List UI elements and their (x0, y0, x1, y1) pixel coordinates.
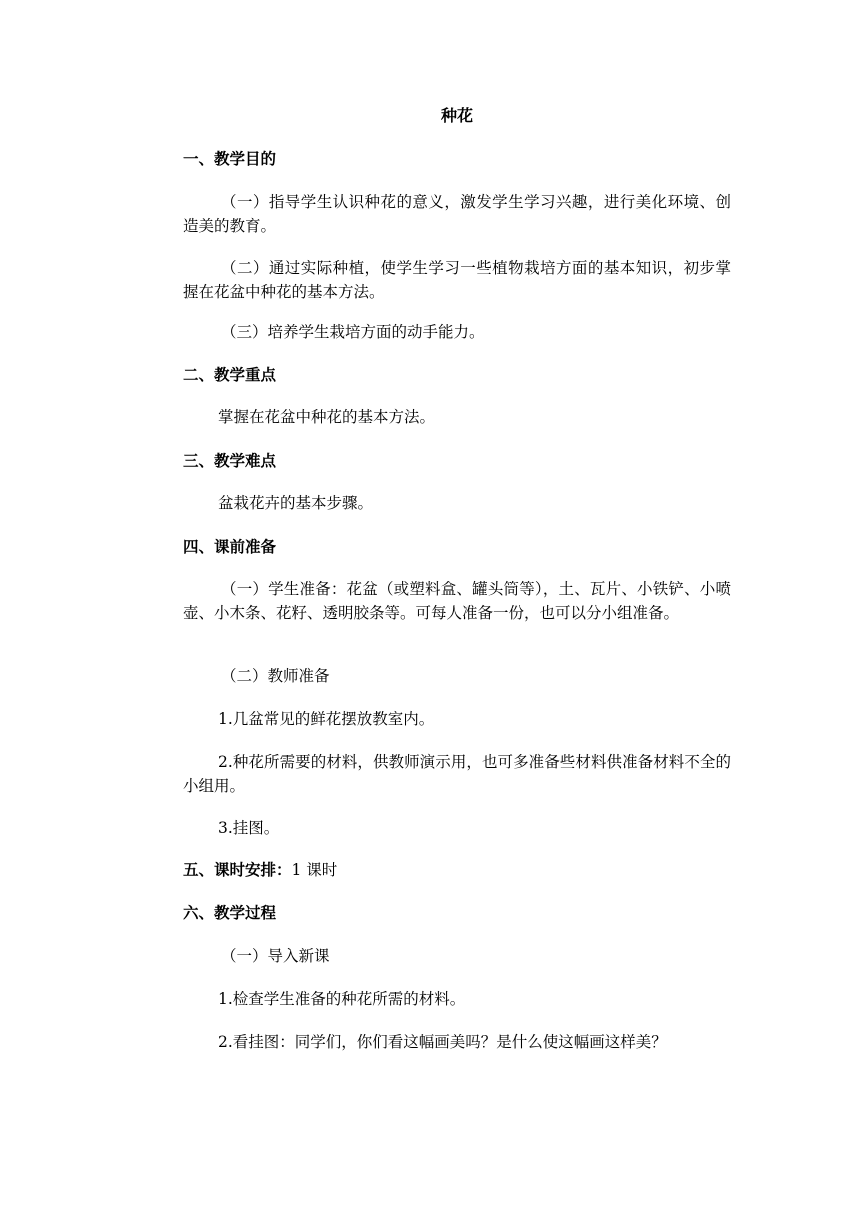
objective-paragraph-1: （一）指导学生认识种花的意义，激发学生学习兴趣，进行美化环境、创造美的教育。 (183, 193, 731, 235)
process-step-intro: （一）导入新课 (221, 947, 330, 965)
section-heading-objectives: 一、教学目的 (183, 150, 277, 168)
key-points-paragraph: 掌握在花盆中种花的基本方法。 (218, 408, 436, 426)
teacher-prep-item-1: 1.几盆常见的鲜花摆放教室内。 (218, 710, 435, 728)
teacher-prep-item-3: 3.挂图。 (218, 819, 280, 837)
section-heading-difficulties: 三、教学难点 (183, 452, 277, 470)
section-heading-preparation: 四、课前准备 (183, 538, 277, 556)
difficulties-paragraph: 盆栽花卉的基本步骤。 (218, 494, 374, 512)
objective-paragraph-2: （二）通过实际种植，使学生学习一些植物栽培方面的基本知识，初步掌握在花盆中种花的基本方法。 (183, 259, 731, 301)
schedule-label: 五、课时安排： (183, 861, 292, 879)
process-item-2: 2.看挂图：同学们，你们看这幅画美吗？是什么使这幅画这样美？ (218, 1033, 667, 1051)
preparation-paragraph-students: （一）学生准备：花盆（或塑料盒、罐头筒等），土、瓦片、小铁铲、小喷壶、小木条、花籽、透明胶条等。可每人准备一份，也可以分小组准备。 (183, 580, 731, 622)
preparation-paragraph-teacher: （二）教师准备 (221, 667, 330, 685)
process-item-1: 1.检查学生准备的种花所需的材料。 (218, 990, 466, 1008)
section-heading-process: 六、教学过程 (183, 904, 277, 922)
document-title: 种花 (440, 106, 473, 125)
schedule-value: 1 课时 (291, 861, 338, 879)
teacher-prep-item-2: 2.种花所需要的材料，供教师演示用，也可多准备些材料供准备材料不全的小组用。 (183, 753, 731, 795)
section-heading-key-points: 二、教学重点 (183, 366, 277, 384)
objective-paragraph-3: （三）培养学生栽培方面的动手能力。 (221, 323, 485, 341)
section-heading-schedule (183, 858, 731, 882)
